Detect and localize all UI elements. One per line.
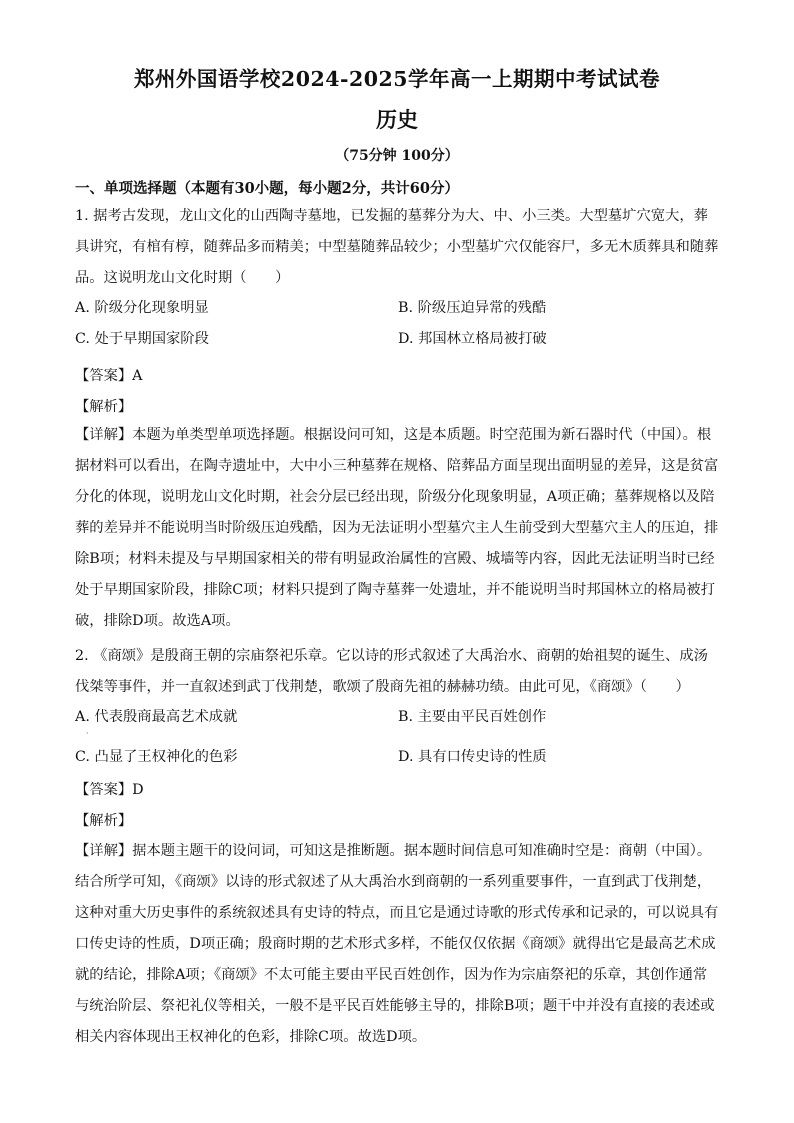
question-2-option-a: A. 代表殷商最高艺术成就 (75, 709, 238, 725)
stray-dot-mark: · (86, 729, 89, 738)
question-1-option-d: D. 邦国林立格局被打破 (398, 331, 547, 347)
question-2-detail: 【详解】据本题主题干的设问词，可知这是推断题。据本题时间信息可知准确时空是：商朝（中国）。结合所学可知，《商颂》以诗的形式叙述了从大禹治水到商朝的一系列重要事件，一直到武丁伐荆楚，这种对重大历史事件的系统叙述具有史诗的特点，而且它是通过诗歌的形式传承和记录的，可以说具有口传史诗的性质，D项正确；殷商时期的艺术形式多样，不能仅仅依据《商颂》就得出它是最高艺术成就的结论，排除A项；《商颂》不太可能主要由平民百姓创作，因为作为宗庙祭祀的乐章，其创作通常与统治阶层、祭祀礼仪等相关，一般不是平民百姓能够主导的，排除B项；题干中并没有直接的表述或相关内容体现出王权神化的色彩，排除C项。故选D项。 (75, 843, 719, 1045)
question-2-options (75, 706, 720, 777)
question-1-option-b: B. 阶级压迫异常的残酷 (398, 300, 547, 316)
time-score-info: （75分钟 100分） (335, 148, 459, 164)
question-2-option-d: D. 具有口传史诗的性质 (398, 749, 547, 765)
question-1-option-a: A. 阶级分化现象明显 (75, 300, 209, 316)
question-2-answer: 【答案】D (75, 782, 144, 798)
question-1-options (75, 297, 720, 359)
question-2-option-c: C. 凸显了王权神化的色彩 (75, 749, 238, 765)
question-1-detail: 【详解】本题为单类型单项选择题。根据设问可知，这是本质题。时空范围为新石器时代（中国）。根据材料可以看出，在陶寺遗址中，大中小三种墓葬在规格、陪葬品方面呈现出面明显的差异，这是贫富分化的体现，说明龙山文化时期，社会分层已经出现，阶级分化现象明显，A项正确；墓葬规格以及陪葬的差异并不能说明当时阶级压迫残酷，因为无法证明小型墓穴主人生前受到大型墓穴主人的压迫，排除B项；材料未提及与早期国家相关的带有明显政治属性的宫殿、城墙等内容，因此无法证明当时已经处于早期国家阶段，排除C项；材料只提到了陶寺墓葬一处遗址，并不能说明当时邦国林立的格局被打破，排除D项。故选A项。 (75, 427, 719, 629)
question-2-option-b: B. 主要由平民百姓创作 (398, 709, 547, 725)
subject-title: 历史 (376, 107, 418, 132)
section-heading: 一、单项选择题（本题有30小题，每小题2分，共计60分） (75, 180, 459, 197)
question-1-answer: 【答案】A (75, 368, 143, 384)
question-1-stem: 1. 据考古发现，龙山文化的山西陶寺墓地，已发掘的墓葬分为大、中、小三类。大型墓圹穴宽大，葬具讲究，有棺有椁，随葬品多而精美；中型墓随葬品较少；小型墓圹穴仅能容尸，多无木质葬具和随葬品。这说明龙山文化时期（ ） (75, 208, 719, 286)
exam-title: 郑州外国语学校2024-2025学年高一上期期中考试试卷 (133, 67, 661, 91)
question-1-analysis-label: 【解析】 (75, 399, 133, 415)
question-2-analysis-label: 【解析】 (75, 813, 133, 829)
question-2-stem: 2. 《商颂》是殷商王朝的宗庙祭祀乐章。它以诗的形式叙述了大禹治水、商朝的始祖契的诞生、成汤伐桀等事件，并一直叙述到武丁伐荆楚，歌颂了殷商先祖的赫赫功绩。由此可见，《商颂》（ ） (75, 648, 708, 695)
question-1-option-c: C. 处于早期国家阶段 (75, 331, 209, 347)
